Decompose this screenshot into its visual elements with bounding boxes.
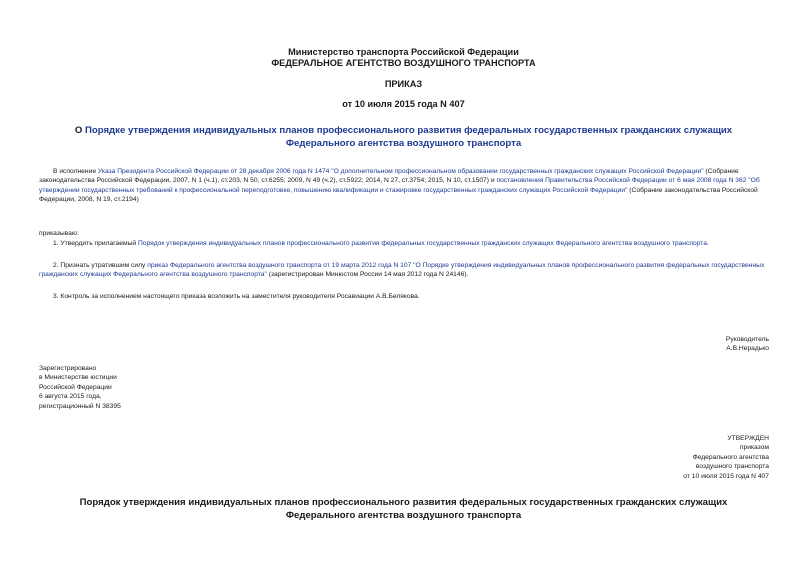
item1-text: 1. Утвердить прилагаемый <box>53 240 138 247</box>
order-item-2 <box>39 261 774 280</box>
title-link[interactable]: Порядке утверждения индивидуальных планов профессионального развития федеральных государственных гражданских служащих Федерального агентства воздушного транспорта <box>84 125 733 149</box>
preamble-text-2: (Собрание законодательства Российской Федерации, 2007, N 1 (ч.1), ст.203, N 50, ст.6255; 2009, N 49 (ч.2), ст.5922; 2014, N 27, ст.3754; 2015, N 10, ст.1507) и <box>39 168 739 185</box>
registration-block <box>39 364 121 411</box>
ministry-name: Министерство транспорта Российской Федерации <box>288 47 519 57</box>
appendix-title: Порядок утверждения индивидуальных планов профессионального развития федеральных государственных гражданских служащих Федерального агентства воздушного транспорта <box>79 497 728 521</box>
item2-text: 2. Признать утратившим силу <box>53 262 148 269</box>
title-prefix: О <box>74 125 85 136</box>
procedure-link[interactable]: Порядок утверждения индивидуальных планов профессионального развития федеральных государственных гражданских служащих Федерального агентства воздушного транспорта <box>137 240 707 247</box>
signature-block <box>726 335 769 354</box>
resolution-link[interactable]: постановления Правительства Российской Федерации от 6 мая 2008 года N 362 "Об утверждении государственных требований к профессиональной переподготовке, повышению квалификации и стажировке государственных гражданских служащих Российской Федерации" <box>39 177 760 194</box>
document-date-number: от 10 июля 2015 года N 407 <box>342 99 465 109</box>
registration-line-2: в Министерстве юстиции <box>39 374 117 382</box>
signer-name: А.В.Нерадько <box>726 345 769 353</box>
decree-link[interactable]: Указа Президента Российской Федерации от 28 декабря 2006 года N 1474 "О дополнительном профессиональном образовании государственных гражданских служащих Российской Федерации" <box>97 168 704 175</box>
order-item-3: 3. Контроль за исполнением настоящего приказа возложить на заместителя руководителя Росавиации А.В.Белякова. <box>53 293 420 300</box>
order-item-1 <box>39 239 774 248</box>
approval-line-1: УТВЕРЖДЕН <box>727 435 769 442</box>
signer-position: Руководитель <box>725 336 769 343</box>
old-order-link[interactable]: приказ Федерального агентства воздушного транспорта от 19 марта 2012 года N 107 "О Порядке утверждения индивидуальных планов профессионального развития федеральных государственных гражданских служащих Федерального агентства воздушного транспорта" <box>39 262 765 279</box>
approval-line-5: от 10 июля 2015 года N 407 <box>683 472 769 480</box>
approval-line-3: Федерального агентства <box>692 453 769 461</box>
registration-line-5: регистрационный N 38395 <box>39 402 121 410</box>
item2-end: (зарегистрирован Минюстом России 14 мая 2012 года N 24146). <box>266 271 469 279</box>
registration-line-3: Российской Федерации <box>39 383 112 391</box>
approval-line-4: воздушного транспорта <box>695 463 769 471</box>
registration-line-4: 6 августа 2015 года, <box>39 393 102 401</box>
approval-line-2: приказом <box>739 444 769 452</box>
preamble <box>39 167 774 205</box>
agency-name: ФЕДЕРАЛЬНОЕ АГЕНТСТВО ВОЗДУШНОГО ТРАНСПОРТА <box>271 58 536 68</box>
preamble-text-1: В исполнение <box>53 168 98 175</box>
registration-line-1: Зарегистрировано <box>39 365 97 372</box>
order-word: приказываю: <box>39 230 79 237</box>
document-title <box>40 124 767 150</box>
document-type: ПРИКАЗ <box>384 79 423 89</box>
approval-block <box>683 434 769 481</box>
preamble-text-3: (Собрание законодательства Российской Федерации, 2008, N 19, ст.2194) <box>39 186 758 204</box>
item1-end: . <box>706 240 709 247</box>
